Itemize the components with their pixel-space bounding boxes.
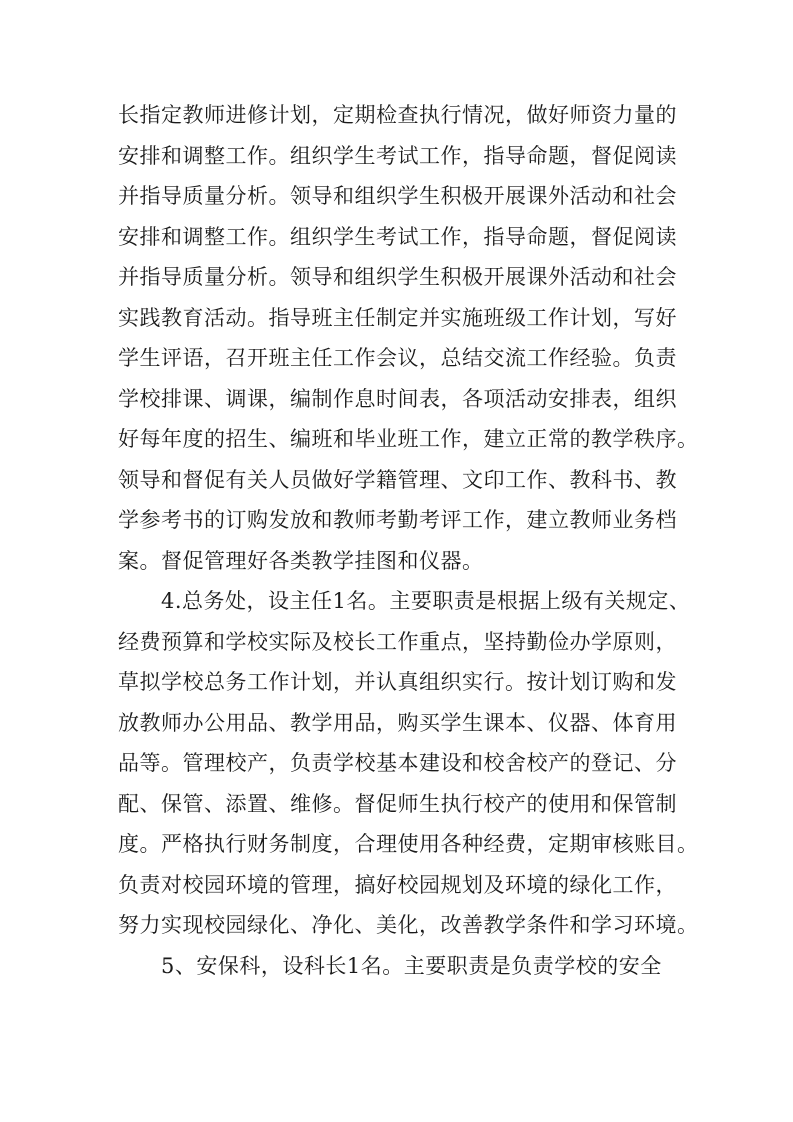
- text-line: 草拟学校总务工作计划，并认真组织实行。按计划订购和发: [118, 670, 677, 694]
- text-line: 安排和调整工作。组织学生考试工作，指导命题，督促阅读: [118, 143, 677, 168]
- text-line: 配、保管、添置、维修。督促师生执行校产的使用和保管制: [118, 791, 677, 816]
- document-body: [118, 95, 699, 986]
- text-line: 学校排课、调课，编制作息时间表，各项活动安排表，组织: [118, 386, 677, 411]
- text-line: 并指导质量分析。领导和组织学生积极开展课外活动和社会: [118, 184, 677, 208]
- text-line: 实践教育活动。指导班主任制定并实施班级工作计划，写好: [118, 305, 677, 330]
- text-line: 度。严格执行财务制度，合理使用各种经费，定期审核账目。: [118, 832, 699, 856]
- text-line: 负责对校园环境的管理，搞好校园规划及环境的绿化工作，: [118, 872, 677, 897]
- text-line: 好每年度的招生、编班和毕业班工作，建立正常的教学秩序。: [118, 427, 699, 451]
- text-line: 安排和调整工作。组织学生考试工作，指导命题，督促阅读: [118, 224, 677, 249]
- text-line: 并指导质量分析。领导和组织学生积极开展课外活动和社会: [118, 265, 677, 289]
- text-line: 经费预算和学校实际及校长工作重点，坚持勤俭办学原则，: [118, 629, 677, 654]
- text-line: 领导和督促有关人员做好学籍管理、文印工作、教科书、教: [118, 467, 677, 492]
- paragraph-4-first-line: 4.总务处，设主任1名。主要职责是根据上级有关规定、: [161, 589, 691, 613]
- paragraph-5-first-line: 5、安保科，设科长1名。主要职责是负责学校的安全: [161, 953, 662, 978]
- text-line: 长指定教师进修计划，定期检查执行情况，做好师资力量的: [118, 103, 677, 127]
- text-line: 品等。管理校产，负责学校基本建设和校舍校产的登记、分: [118, 751, 677, 775]
- text-line: 努力实现校园绿化、净化、美化，改善教学条件和学习环境。: [118, 913, 699, 937]
- text-line: 放教师办公用品、教学用品，购买学生课本、仪器、体育用: [118, 710, 677, 735]
- text-line: 学生评语，召开班主任工作会议，总结交流工作经验。负责: [118, 346, 677, 370]
- text-line: 案。督促管理好各类教学挂图和仪器。: [118, 548, 484, 573]
- text-line: 学参考书的订购发放和教师考勤考评工作，建立教师业务档: [118, 508, 677, 532]
